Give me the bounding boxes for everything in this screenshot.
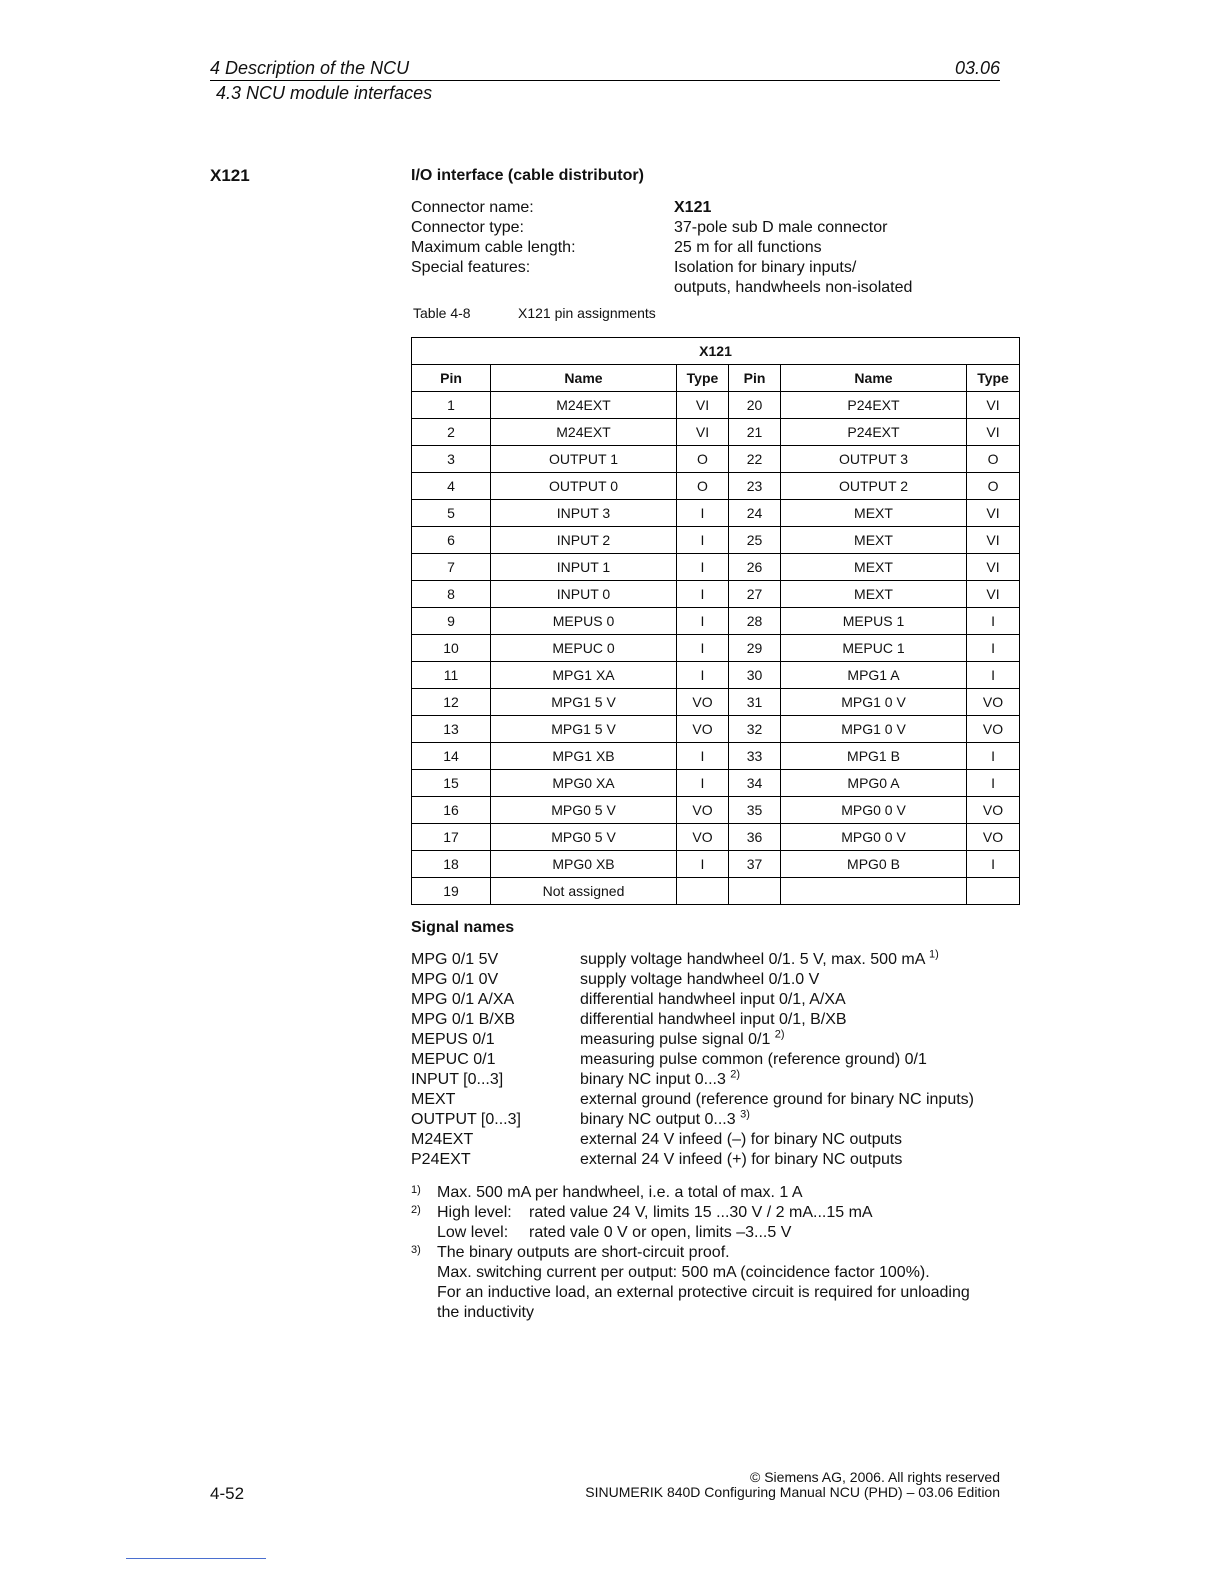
table-row bbox=[412, 392, 1020, 419]
manual-title: SINUMERIK 840D Configuring Manual NCU (PHD) – 03.06 Edition bbox=[585, 1484, 1000, 1500]
table-cell: MEPUS 1 bbox=[781, 608, 967, 635]
signal-description-text: external 24 V infeed (+) for binary NC outputs bbox=[580, 1151, 903, 1168]
footnotes bbox=[411, 1183, 1011, 1323]
table-cell bbox=[967, 878, 1020, 905]
signal-description bbox=[580, 1130, 1011, 1150]
table-cell: VI bbox=[967, 581, 1020, 608]
low-level-text: rated vale 0 V or open, limits –3...5 V bbox=[529, 1224, 792, 1241]
chapter-title: 4 Description of the NCU bbox=[210, 58, 410, 78]
table-cell: MEPUS 0 bbox=[491, 608, 677, 635]
table-cell: MEXT bbox=[781, 527, 967, 554]
signal-description-text: differential handwheel input 0/1, A/XA bbox=[580, 991, 846, 1008]
connector-specs bbox=[411, 198, 1011, 298]
table-cell: Not assigned bbox=[491, 878, 677, 905]
table-cell: MPG1 B bbox=[781, 743, 967, 770]
table-cell: 28 bbox=[729, 608, 781, 635]
spec-key bbox=[411, 278, 674, 298]
table-cell: 24 bbox=[729, 500, 781, 527]
signal-description bbox=[580, 1030, 1011, 1050]
footnote-1 bbox=[411, 1183, 1011, 1203]
signal-description-text: binary NC input 0...3 bbox=[580, 1071, 731, 1088]
table-cell: 19 bbox=[412, 878, 491, 905]
signal-description-text: measuring pulse signal 0/1 bbox=[580, 1031, 775, 1048]
footnote-ref: 1) bbox=[928, 948, 939, 961]
table-cell: 34 bbox=[729, 770, 781, 797]
footnote-ref: 3) bbox=[740, 1108, 750, 1121]
table-cell: MPG0 XA bbox=[491, 770, 677, 797]
table-cell: OUTPUT 1 bbox=[491, 446, 677, 473]
table-cell: 21 bbox=[729, 419, 781, 446]
spec-row bbox=[411, 258, 1011, 278]
table-cell: 37 bbox=[729, 851, 781, 878]
table-caption-title: X121 pin assignments bbox=[518, 305, 656, 321]
table-row bbox=[412, 446, 1020, 473]
signal-description-text: differential handwheel input 0/1, B/XB bbox=[580, 1011, 847, 1028]
signal-description bbox=[580, 1050, 1011, 1070]
table-cell: 8 bbox=[412, 581, 491, 608]
table-cell: 12 bbox=[412, 689, 491, 716]
table-cell: O bbox=[967, 473, 1020, 500]
footnote-body bbox=[437, 1243, 1011, 1323]
table-cell: 25 bbox=[729, 527, 781, 554]
table-cell: 15 bbox=[412, 770, 491, 797]
table-cell: I bbox=[967, 608, 1020, 635]
table-cell: I bbox=[677, 770, 729, 797]
table-row bbox=[412, 716, 1020, 743]
signal-description-text: supply voltage handwheel 0/1.0 V bbox=[580, 971, 820, 988]
signal-description bbox=[580, 1010, 1011, 1030]
table-row bbox=[412, 635, 1020, 662]
high-level-label: High level: bbox=[437, 1204, 512, 1221]
signal-names-title: Signal names bbox=[411, 919, 515, 936]
footnote-3 bbox=[411, 1243, 1011, 1323]
table-row bbox=[412, 770, 1020, 797]
table-row bbox=[412, 500, 1020, 527]
signal-name: MEXT bbox=[411, 1091, 456, 1108]
table-cell: VO bbox=[967, 689, 1020, 716]
table-cell: MEXT bbox=[781, 500, 967, 527]
table-cell: VO bbox=[677, 689, 729, 716]
footnote-text: Max. 500 mA per handwheel, i.e. a total of max. 1 A bbox=[437, 1184, 803, 1201]
table-cell: MPG1 5 V bbox=[491, 689, 677, 716]
table-cell: 7 bbox=[412, 554, 491, 581]
high-level-text: rated value 24 V, limits 15 ...30 V / 2 mA...15 mA bbox=[529, 1204, 873, 1221]
table-cell: 11 bbox=[412, 662, 491, 689]
footnote-line: Max. switching current per output: 500 mA (coincidence factor 100%). bbox=[437, 1264, 930, 1281]
table-row bbox=[412, 419, 1020, 446]
signal-name: M24EXT bbox=[411, 1131, 474, 1148]
table-cell: 31 bbox=[729, 689, 781, 716]
table-title: X121 bbox=[412, 338, 1020, 365]
spec-row bbox=[411, 238, 1011, 258]
table-cell: 1 bbox=[412, 392, 491, 419]
signal-description-text: external 24 V infeed (–) for binary NC outputs bbox=[580, 1131, 902, 1148]
table-cell: 18 bbox=[412, 851, 491, 878]
table-cell: 35 bbox=[729, 797, 781, 824]
table-cell: MPG1 XB bbox=[491, 743, 677, 770]
pin-assignment-table bbox=[411, 337, 1020, 905]
section-title: I/O interface (cable distributor) bbox=[411, 167, 644, 184]
column-header: Name bbox=[781, 365, 967, 392]
table-cell: 23 bbox=[729, 473, 781, 500]
signal-description bbox=[580, 1150, 1011, 1170]
signal-description bbox=[580, 990, 1011, 1010]
signal-names-list bbox=[411, 950, 1011, 1170]
table-cell: VO bbox=[967, 797, 1020, 824]
table-row bbox=[412, 527, 1020, 554]
table-cell: INPUT 1 bbox=[491, 554, 677, 581]
signal-row bbox=[411, 1130, 1011, 1150]
table-cell: P24EXT bbox=[781, 392, 967, 419]
signal-row bbox=[411, 1150, 1011, 1170]
spec-row bbox=[411, 278, 1011, 298]
table-cell: 5 bbox=[412, 500, 491, 527]
table-cell: I bbox=[677, 500, 729, 527]
signal-name: INPUT [0...3] bbox=[411, 1071, 504, 1088]
table-cell: MPG0 A bbox=[781, 770, 967, 797]
table-cell: 6 bbox=[412, 527, 491, 554]
footnote-number: 2) bbox=[411, 1204, 421, 1216]
table-cell: VI bbox=[967, 527, 1020, 554]
table-body bbox=[412, 392, 1020, 905]
section-subtitle: 4.3 NCU module interfaces bbox=[216, 83, 433, 103]
table-cell bbox=[781, 878, 967, 905]
table-cell: MPG1 0 V bbox=[781, 716, 967, 743]
table-cell: MPG1 0 V bbox=[781, 689, 967, 716]
spec-key: Connector type: bbox=[411, 219, 524, 236]
table-number: Table 4-8 bbox=[413, 305, 471, 321]
table-cell: VI bbox=[967, 392, 1020, 419]
spec-value: 37-pole sub D male connector bbox=[674, 219, 888, 236]
footer-link-rule bbox=[126, 1558, 266, 1559]
column-header: Name bbox=[491, 365, 677, 392]
table-cell: MPG0 5 V bbox=[491, 797, 677, 824]
table-cell: 16 bbox=[412, 797, 491, 824]
spec-row bbox=[411, 198, 1011, 218]
footnote-ref: 2) bbox=[730, 1068, 741, 1081]
table-row bbox=[412, 797, 1020, 824]
table-cell: I bbox=[677, 554, 729, 581]
signal-row bbox=[411, 1110, 1011, 1130]
table-row bbox=[412, 554, 1020, 581]
table-cell: OUTPUT 3 bbox=[781, 446, 967, 473]
table-cell: I bbox=[677, 635, 729, 662]
signal-row bbox=[411, 1090, 1011, 1110]
table-cell: 27 bbox=[729, 581, 781, 608]
table-cell: M24EXT bbox=[491, 419, 677, 446]
signal-description bbox=[580, 1070, 1011, 1090]
table-cell: MEXT bbox=[781, 554, 967, 581]
spec-key: Connector name: bbox=[411, 199, 534, 216]
table-cell: VI bbox=[677, 392, 729, 419]
table-row bbox=[412, 473, 1020, 500]
header-divider bbox=[210, 80, 1000, 81]
column-header: Pin bbox=[412, 365, 491, 392]
spec-value: outputs, handwheels non-isolated bbox=[674, 279, 913, 296]
table-cell: VI bbox=[677, 419, 729, 446]
signal-description bbox=[580, 1090, 1011, 1110]
table-cell: VO bbox=[677, 797, 729, 824]
table-row bbox=[412, 743, 1020, 770]
table-cell: I bbox=[967, 770, 1020, 797]
footnote-line: The binary outputs are short-circuit proof. bbox=[437, 1244, 730, 1261]
footnote-line: the inductivity bbox=[437, 1304, 534, 1321]
table-cell: 2 bbox=[412, 419, 491, 446]
spec-key: Special features: bbox=[411, 259, 531, 276]
signal-description bbox=[580, 1110, 1011, 1130]
table-row bbox=[412, 662, 1020, 689]
table-cell bbox=[729, 878, 781, 905]
spec-row bbox=[411, 218, 1011, 238]
table-cell: VI bbox=[967, 500, 1020, 527]
table-cell: VO bbox=[967, 824, 1020, 851]
table-cell: MPG1 XA bbox=[491, 662, 677, 689]
table-cell: 22 bbox=[729, 446, 781, 473]
footnote-body bbox=[437, 1203, 1011, 1243]
table-cell: OUTPUT 0 bbox=[491, 473, 677, 500]
signal-description bbox=[580, 950, 1011, 970]
table-cell: MPG1 A bbox=[781, 662, 967, 689]
table-cell: I bbox=[677, 608, 729, 635]
table-row bbox=[412, 824, 1020, 851]
signal-name: MPG 0/1 B/XB bbox=[411, 1011, 516, 1028]
signal-name: MPG 0/1 A/XA bbox=[411, 991, 515, 1008]
table-cell: MPG0 B bbox=[781, 851, 967, 878]
table-row bbox=[412, 608, 1020, 635]
table-cell: VO bbox=[677, 716, 729, 743]
table-cell: MEPUC 0 bbox=[491, 635, 677, 662]
signal-row bbox=[411, 1010, 1011, 1030]
table-cell: MPG0 XB bbox=[491, 851, 677, 878]
table-cell: 20 bbox=[729, 392, 781, 419]
table-caption bbox=[413, 305, 656, 321]
footnote-number: 3) bbox=[411, 1244, 421, 1256]
table-cell: 13 bbox=[412, 716, 491, 743]
table-title-row bbox=[412, 338, 1020, 365]
table-cell: OUTPUT 2 bbox=[781, 473, 967, 500]
high-level-line bbox=[437, 1203, 1011, 1223]
table-cell: I bbox=[967, 743, 1020, 770]
table-cell: MPG0 5 V bbox=[491, 824, 677, 851]
low-level-label: Low level: bbox=[437, 1224, 509, 1241]
signal-name: P24EXT bbox=[411, 1151, 471, 1168]
table-cell: MEPUC 1 bbox=[781, 635, 967, 662]
spec-value: 25 m for all functions bbox=[674, 239, 822, 256]
column-header: Type bbox=[677, 365, 729, 392]
signal-description-text: measuring pulse common (reference ground) 0/1 bbox=[580, 1051, 927, 1068]
table-cell: I bbox=[677, 581, 729, 608]
signal-row bbox=[411, 950, 1011, 970]
table-cell: M24EXT bbox=[491, 392, 677, 419]
table-cell: I bbox=[677, 527, 729, 554]
signal-row bbox=[411, 1050, 1011, 1070]
table-cell bbox=[677, 878, 729, 905]
table-cell: I bbox=[967, 635, 1020, 662]
table-row bbox=[412, 851, 1020, 878]
table-cell: 32 bbox=[729, 716, 781, 743]
table-cell: INPUT 2 bbox=[491, 527, 677, 554]
signal-name: OUTPUT [0...3] bbox=[411, 1111, 521, 1128]
table-row bbox=[412, 878, 1020, 905]
signal-description-text: supply voltage handwheel 0/1. 5 V, max. 500 mA bbox=[580, 951, 929, 968]
footnote-ref: 2) bbox=[774, 1028, 785, 1041]
table-cell: I bbox=[677, 743, 729, 770]
spec-value: Isolation for binary inputs/ bbox=[674, 259, 857, 276]
spec-key: Maximum cable length: bbox=[411, 239, 576, 256]
signal-row bbox=[411, 1030, 1011, 1050]
table-cell: 36 bbox=[729, 824, 781, 851]
table-cell: O bbox=[677, 446, 729, 473]
signal-description-text: binary NC output 0...3 bbox=[580, 1111, 741, 1128]
table-cell: 26 bbox=[729, 554, 781, 581]
table-cell: I bbox=[967, 851, 1020, 878]
spec-value: X121 bbox=[674, 199, 712, 216]
signal-row bbox=[411, 970, 1011, 990]
footer-info bbox=[500, 1470, 1000, 1500]
signal-name: MPG 0/1 0V bbox=[411, 971, 499, 988]
page-number: 4-52 bbox=[210, 1484, 245, 1503]
table-header-row bbox=[412, 365, 1020, 392]
table-cell: 33 bbox=[729, 743, 781, 770]
column-header: Type bbox=[967, 365, 1020, 392]
table-cell: 29 bbox=[729, 635, 781, 662]
section-label: X121 bbox=[210, 166, 250, 185]
table-cell: MEXT bbox=[781, 581, 967, 608]
column-header: Pin bbox=[729, 365, 781, 392]
table-cell: 9 bbox=[412, 608, 491, 635]
signal-description-text: external ground (reference ground for binary NC inputs) bbox=[580, 1091, 974, 1108]
footnote-2 bbox=[411, 1203, 1011, 1243]
table-cell: P24EXT bbox=[781, 419, 967, 446]
table-cell: 17 bbox=[412, 824, 491, 851]
signal-row bbox=[411, 1070, 1011, 1090]
table-cell: VO bbox=[967, 716, 1020, 743]
table-row bbox=[412, 689, 1020, 716]
table-cell: MPG0 0 V bbox=[781, 824, 967, 851]
table-cell: 3 bbox=[412, 446, 491, 473]
signal-row bbox=[411, 990, 1011, 1010]
table-cell: 10 bbox=[412, 635, 491, 662]
table-cell: VI bbox=[967, 419, 1020, 446]
table-cell: I bbox=[677, 662, 729, 689]
signal-description bbox=[580, 970, 1011, 990]
signal-name: MEPUS 0/1 bbox=[411, 1031, 495, 1048]
table-cell: O bbox=[967, 446, 1020, 473]
table-cell: I bbox=[967, 662, 1020, 689]
table-cell: MPG0 0 V bbox=[781, 797, 967, 824]
edition-label: 03.06 bbox=[954, 58, 1000, 78]
table-cell: 14 bbox=[412, 743, 491, 770]
table-row bbox=[412, 581, 1020, 608]
table-cell: MPG1 5 V bbox=[491, 716, 677, 743]
low-level-line bbox=[437, 1223, 1011, 1243]
table-cell: 30 bbox=[729, 662, 781, 689]
table-cell: O bbox=[677, 473, 729, 500]
table-cell: 4 bbox=[412, 473, 491, 500]
table-cell: INPUT 0 bbox=[491, 581, 677, 608]
table-cell: I bbox=[677, 851, 729, 878]
table-cell: VI bbox=[967, 554, 1020, 581]
table-cell: INPUT 3 bbox=[491, 500, 677, 527]
footnote-number: 1) bbox=[411, 1184, 421, 1196]
copyright-text: © Siemens AG, 2006. All rights reserved bbox=[750, 1469, 1000, 1485]
signal-name: MEPUC 0/1 bbox=[411, 1051, 496, 1068]
table-cell: VO bbox=[677, 824, 729, 851]
signal-name: MPG 0/1 5V bbox=[411, 951, 499, 968]
footnote-line: For an inductive load, an external protective circuit is required for unloading bbox=[437, 1284, 970, 1301]
